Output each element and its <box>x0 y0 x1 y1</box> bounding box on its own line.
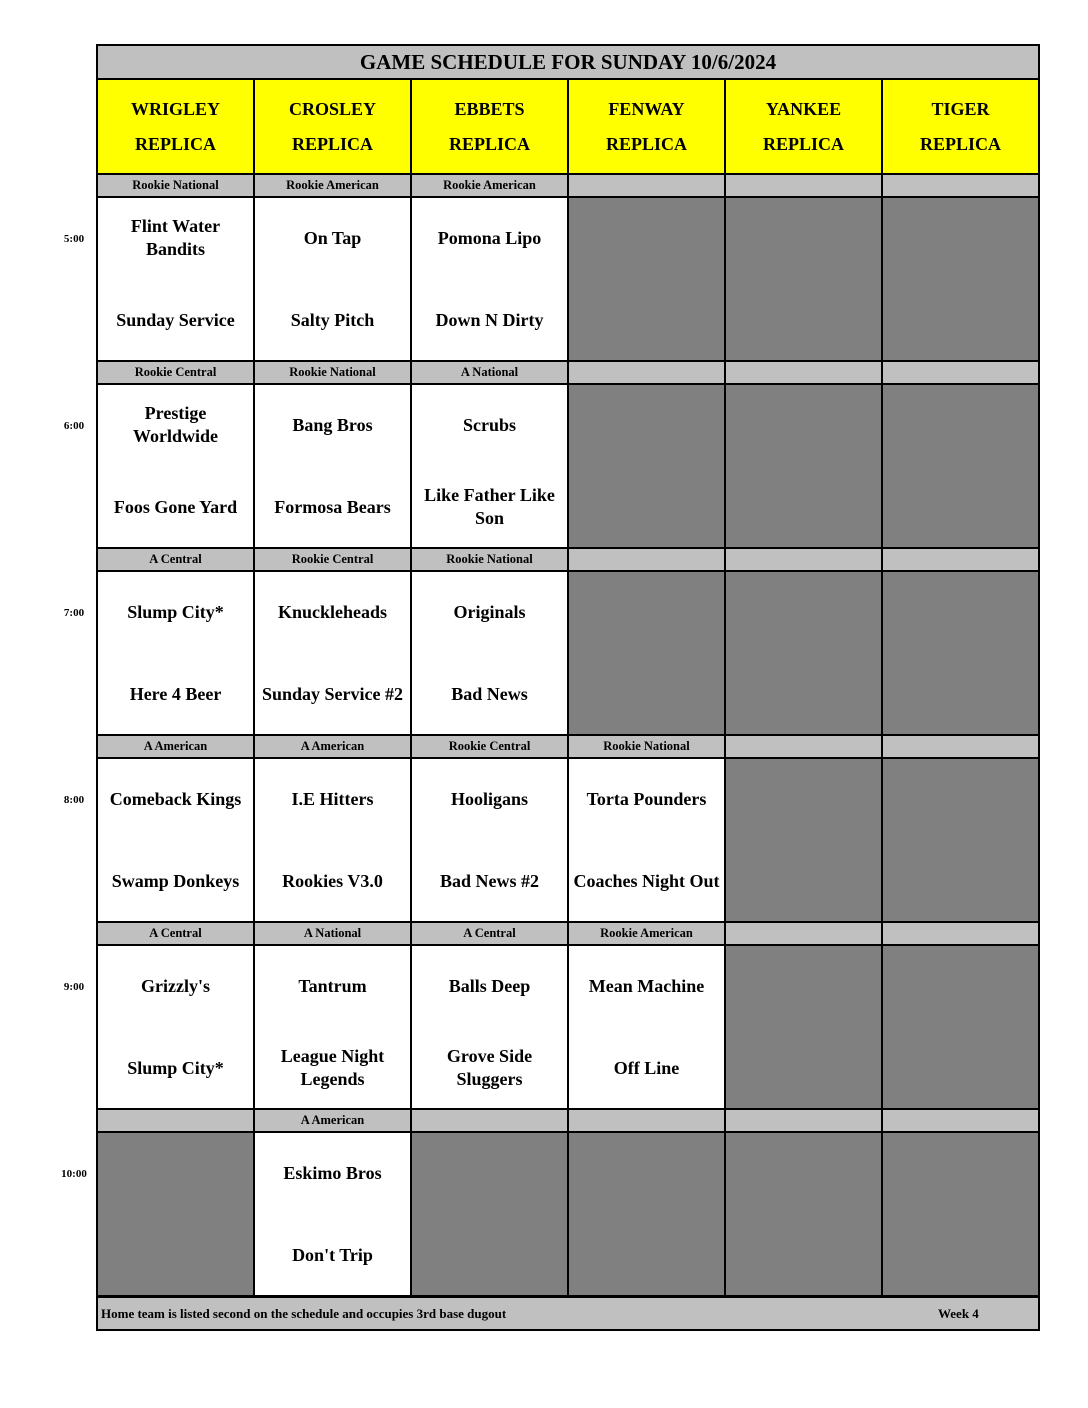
empty-slot <box>726 946 881 1108</box>
division-label <box>883 549 1038 570</box>
time-label: 8:00 <box>63 794 85 806</box>
division-label: Rookie Central <box>98 362 253 383</box>
game-cell <box>98 385 253 547</box>
field-header-0 <box>98 80 253 173</box>
time-label: 6:00 <box>63 420 85 432</box>
game-cell <box>98 946 253 1108</box>
schedule-table <box>96 44 1040 1331</box>
home-team: Like Father Like Son <box>424 485 555 528</box>
home-team: League Night Legends <box>280 1046 385 1089</box>
away-team: Torta Pounders <box>586 788 707 809</box>
game-cell <box>98 198 253 360</box>
time-label: 7:00 <box>63 607 85 619</box>
division-label: Rookie Central <box>412 736 567 757</box>
away-team: Hooligans <box>450 788 529 809</box>
home-team: Slump City* <box>127 1057 224 1078</box>
footer-bar <box>98 1298 1038 1329</box>
empty-slot <box>569 572 724 734</box>
field-name: EBBETS <box>454 98 525 119</box>
division-label <box>726 362 881 383</box>
empty-slot <box>726 198 881 360</box>
field-name: TIGER <box>931 98 990 119</box>
time-label: 10:00 <box>61 1168 87 1180</box>
field-header-3 <box>569 80 724 173</box>
game-cell <box>255 572 410 734</box>
empty-slot <box>569 198 724 360</box>
division-label <box>412 1110 567 1131</box>
empty-slot <box>726 759 881 921</box>
empty-slot <box>569 385 724 547</box>
empty-slot <box>883 198 1038 360</box>
game-cell <box>569 946 724 1108</box>
home-team: Grove Side Sluggers <box>446 1046 533 1089</box>
away-team: Prestige Worldwide <box>132 403 218 446</box>
division-label: A National <box>412 362 567 383</box>
schedule-title: GAME SCHEDULE FOR SUNDAY 10/6/2024 <box>98 46 1038 78</box>
division-label <box>883 362 1038 383</box>
home-team: Rookies V3.0 <box>282 870 383 891</box>
division-label: Rookie National <box>569 736 724 757</box>
field-subtitle: REPLICA <box>605 133 687 154</box>
away-team: Pomona Lipo <box>437 227 542 248</box>
division-label: A Central <box>98 923 253 944</box>
away-team: On Tap <box>303 227 362 248</box>
home-team: Bad News #2 <box>439 870 539 891</box>
away-team: Mean Machine <box>588 975 705 996</box>
home-team: Formosa Bears <box>274 496 391 517</box>
field-subtitle: REPLICA <box>134 133 216 154</box>
empty-slot <box>98 1133 253 1295</box>
home-team: Swamp Donkeys <box>111 870 240 891</box>
division-label: A American <box>255 1110 410 1131</box>
home-team: Here 4 Beer <box>129 683 222 704</box>
division-label <box>569 549 724 570</box>
field-subtitle: REPLICA <box>291 133 373 154</box>
division-label <box>569 362 724 383</box>
game-cell <box>412 572 567 734</box>
field-header-2 <box>412 80 567 173</box>
away-team: Grizzly's <box>141 975 210 996</box>
field-name: FENWAY <box>608 98 685 119</box>
away-team: Originals <box>453 601 526 622</box>
field-subtitle: REPLICA <box>448 133 530 154</box>
division-label <box>726 175 881 196</box>
empty-slot <box>569 1133 724 1295</box>
division-label <box>883 175 1038 196</box>
field-subtitle: REPLICA <box>762 133 844 154</box>
division-label: A American <box>255 736 410 757</box>
away-team: Flint Water Bandits <box>130 216 221 259</box>
game-cell <box>412 946 567 1108</box>
division-label <box>726 549 881 570</box>
home-team: Foos Gone Yard <box>113 496 238 517</box>
division-label: Rookie American <box>412 175 567 196</box>
field-subtitle: REPLICA <box>919 133 1001 154</box>
division-label: Rookie National <box>98 175 253 196</box>
division-label <box>569 1110 724 1131</box>
empty-slot <box>726 1133 881 1295</box>
division-label: Rookie National <box>255 362 410 383</box>
game-cell <box>412 759 567 921</box>
game-cell <box>569 759 724 921</box>
away-team: Bang Bros <box>292 414 373 435</box>
division-label <box>726 736 881 757</box>
away-team: Tantrum <box>298 975 367 996</box>
division-label <box>883 736 1038 757</box>
away-team: Balls Deep <box>448 975 531 996</box>
home-team: Sunday Service #2 <box>261 683 403 704</box>
time-label: 5:00 <box>63 233 85 245</box>
away-team: Knuckleheads <box>277 601 388 622</box>
division-label: A Central <box>412 923 567 944</box>
game-cell <box>98 572 253 734</box>
empty-slot <box>883 759 1038 921</box>
home-team: Bad News <box>451 683 528 704</box>
game-cell <box>255 1133 410 1295</box>
division-label <box>726 1110 881 1131</box>
away-team: Scrubs <box>462 414 516 435</box>
division-label <box>883 1110 1038 1131</box>
home-team: Salty Pitch <box>290 309 375 330</box>
division-label: Rookie American <box>255 175 410 196</box>
division-label: Rookie American <box>569 923 724 944</box>
division-label <box>569 175 724 196</box>
away-team: Comeback Kings <box>109 788 242 809</box>
empty-slot <box>883 946 1038 1108</box>
division-label <box>883 923 1038 944</box>
empty-slot <box>726 385 881 547</box>
empty-slot <box>883 572 1038 734</box>
away-team: I.E Hitters <box>291 788 374 809</box>
home-team: Coaches Night Out <box>573 870 720 891</box>
away-team: Eskimo Bros <box>283 1162 382 1183</box>
field-name: WRIGLEY <box>130 98 220 119</box>
home-team: Down N Dirty <box>435 309 544 330</box>
empty-slot <box>412 1133 567 1295</box>
field-name: YANKEE <box>765 98 842 119</box>
home-team: Don't Trip <box>292 1244 373 1265</box>
home-team: Off Line <box>613 1057 680 1078</box>
field-header-4 <box>726 80 881 173</box>
division-label: A National <box>255 923 410 944</box>
field-header-5 <box>883 80 1038 173</box>
division-label: A American <box>98 736 253 757</box>
game-cell <box>255 759 410 921</box>
division-label <box>726 923 881 944</box>
empty-slot <box>726 572 881 734</box>
division-label <box>98 1110 253 1131</box>
away-team: Slump City* <box>127 601 224 622</box>
game-cell <box>412 198 567 360</box>
time-label: 9:00 <box>63 981 85 993</box>
footer-note: Home team is listed second on the schedule and occupies 3rd base dugout <box>101 1305 507 1321</box>
game-cell <box>255 946 410 1108</box>
field-name: CROSLEY <box>288 98 377 119</box>
week-label: Week 4 <box>938 1305 979 1321</box>
division-label: Rookie Central <box>255 549 410 570</box>
game-cell <box>255 198 410 360</box>
game-cell <box>98 759 253 921</box>
division-label: A Central <box>98 549 253 570</box>
empty-slot <box>883 1133 1038 1295</box>
home-team: Sunday Service <box>116 309 235 330</box>
division-label: Rookie National <box>412 549 567 570</box>
game-cell <box>255 385 410 547</box>
empty-slot <box>883 385 1038 547</box>
field-header-1 <box>255 80 410 173</box>
game-cell <box>412 385 567 547</box>
